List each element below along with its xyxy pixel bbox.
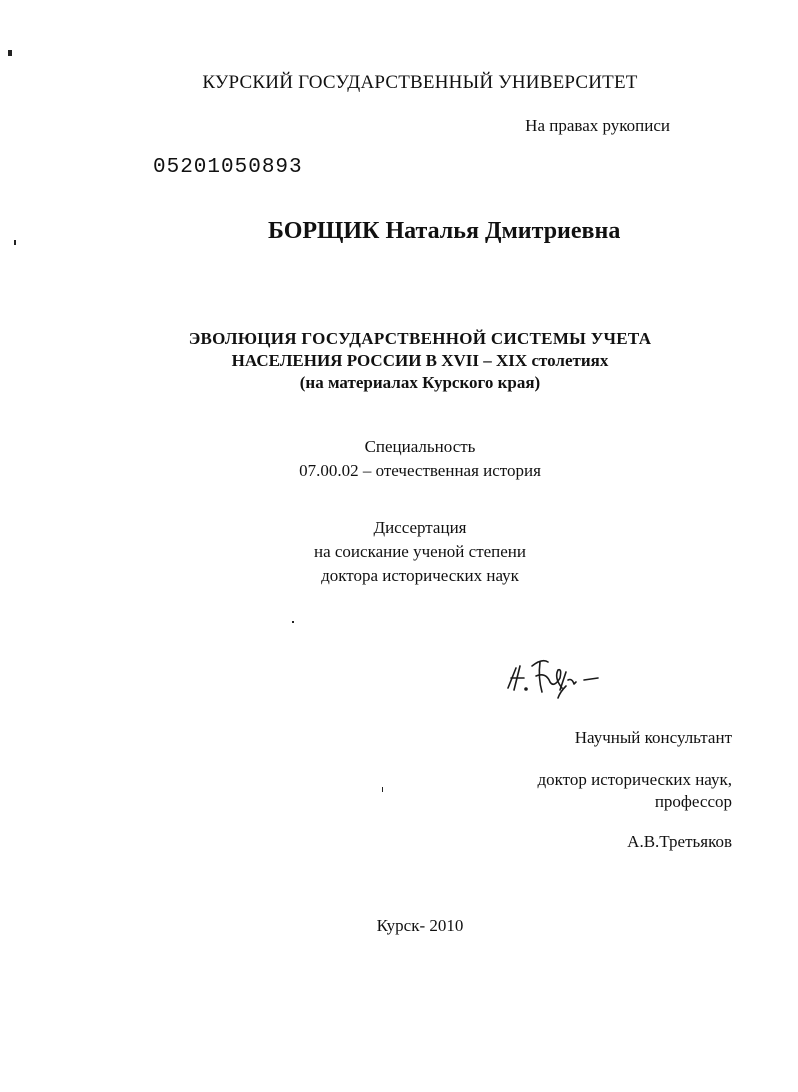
- handwritten-signature: [502, 648, 602, 709]
- city-year: Курск- 2010: [376, 916, 464, 935]
- consultant-name: А.В.Третьяков: [627, 832, 732, 851]
- degree-block: [0, 516, 798, 588]
- title-line: ЭВОЛЮЦИЯ ГОСУДАРСТВЕННОЙ СИСТЕМЫ УЧЕТА: [188, 329, 652, 348]
- consultant-label: Научный консультант: [574, 728, 732, 747]
- author-name: БОРЩИК Наталья Дмитриевна: [268, 218, 621, 244]
- consultant-rank: профессор: [654, 792, 732, 811]
- scan-speck: [292, 621, 294, 623]
- specialty-label: Специальность: [364, 437, 476, 456]
- degree-line: доктора исторических наук: [321, 566, 519, 585]
- degree-line: на соискание ученой степени: [313, 542, 527, 561]
- specialty-value: 07.00.02 – отечественная история: [299, 461, 541, 480]
- university-name: КУРСКИЙ ГОСУДАРСТВЕННЫЙ УНИВЕРСИТЕТ: [202, 72, 638, 93]
- signature-icon: [502, 648, 602, 704]
- title-line: (на материалах Курского края): [299, 373, 541, 392]
- scan-speck: [8, 50, 12, 56]
- scan-speck: [382, 787, 383, 792]
- title-line: НАСЕЛЕНИЯ РОССИИ В XVII – XIX столетиях: [231, 351, 609, 370]
- dissertation-title: [0, 328, 798, 394]
- manuscript-note: На правах рукописи: [525, 116, 670, 135]
- consultant-degree: доктор исторических наук,: [537, 770, 732, 789]
- degree-line: Диссертация: [373, 518, 467, 537]
- scan-speck: [14, 240, 16, 245]
- catalog-number: 05201050893: [153, 156, 303, 179]
- specialty-block: [0, 435, 798, 483]
